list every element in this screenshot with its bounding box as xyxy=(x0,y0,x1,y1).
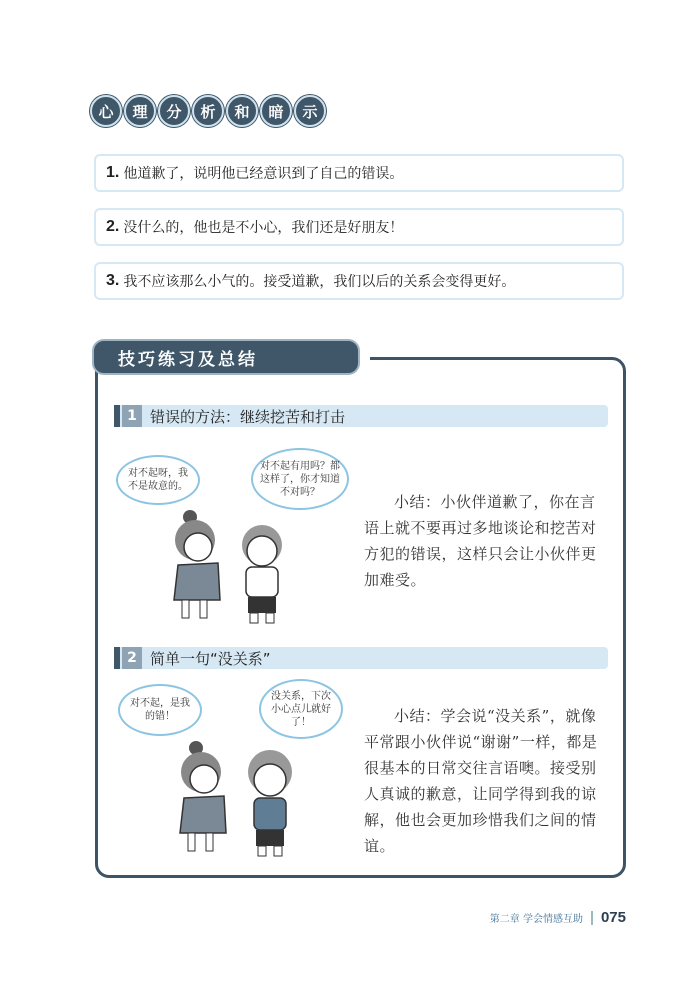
subsection-bar-1 xyxy=(114,405,608,427)
analysis-number: 2. xyxy=(106,218,120,235)
title-char: 分 xyxy=(158,95,190,127)
analysis-text: 没什么的，他也是不小心，我们还是好朋友！ xyxy=(123,220,404,236)
speech-bubble-retort: 对不起有用吗？都这样了，你才知道不对吗？ xyxy=(251,448,349,510)
summary-1: 小结：小伙伴道歉了，你在言语上就不要再过多地谈论和挖苦对方犯的错误，这样只会让小伙伴更加难受。 xyxy=(364,493,597,589)
page-number: 075 xyxy=(600,909,626,926)
analysis-number: 1. xyxy=(106,164,120,181)
section-title: 技巧练习及总结 xyxy=(92,339,360,375)
title-char: 理 xyxy=(124,95,156,127)
title-char: 示 xyxy=(294,95,326,127)
title-char: 和 xyxy=(226,95,258,127)
speech-bubble-apology: 对不起呀，我不是故意的。 xyxy=(116,455,200,505)
title-char: 心 xyxy=(90,95,122,127)
subsection-number: 2 xyxy=(122,647,142,669)
subsection-tab xyxy=(114,647,120,669)
analysis-text: 我不应该那么小气的。接受道歉，我们以后的关系会变得更好。 xyxy=(123,274,516,290)
title-char: 暗 xyxy=(260,95,292,127)
speech-bubble-apology: 对不起，是我的错！ xyxy=(118,684,202,736)
page-title xyxy=(90,95,326,127)
subsection-bar-2 xyxy=(114,647,608,669)
analysis-item-1 xyxy=(94,154,624,192)
chapter-label: 第二章 学会情感互助 xyxy=(489,914,583,925)
speech-bubble-forgive: 没关系，下次小心点儿就好了！ xyxy=(259,679,343,739)
page-footer xyxy=(490,909,626,926)
kids-illustration-1 xyxy=(160,505,300,630)
summary-2: 小结：学会说“没关系”，就像平常跟小伙伴说“谢谢”一样，都是很基本的日常交往言语噢。接受别人真诚的歉意，让同学得到我的谅解，他也会更加珍惜我们之间的情谊。 xyxy=(364,707,598,855)
subsection-number: 1 xyxy=(122,405,142,427)
kids-illustration-2 xyxy=(168,738,308,863)
analysis-number: 3. xyxy=(106,272,120,289)
footer-divider xyxy=(591,911,593,925)
analysis-item-2 xyxy=(94,208,624,246)
subsection-tab xyxy=(114,405,120,427)
subsection-title: 简单一句“没关系” xyxy=(150,649,271,668)
analysis-text: 他道歉了，说明他已经意识到了自己的错误。 xyxy=(123,166,404,182)
analysis-item-3 xyxy=(94,262,624,300)
subsection-title: 错误的方法：继续挖苦和打击 xyxy=(150,407,346,426)
title-char: 析 xyxy=(192,95,224,127)
